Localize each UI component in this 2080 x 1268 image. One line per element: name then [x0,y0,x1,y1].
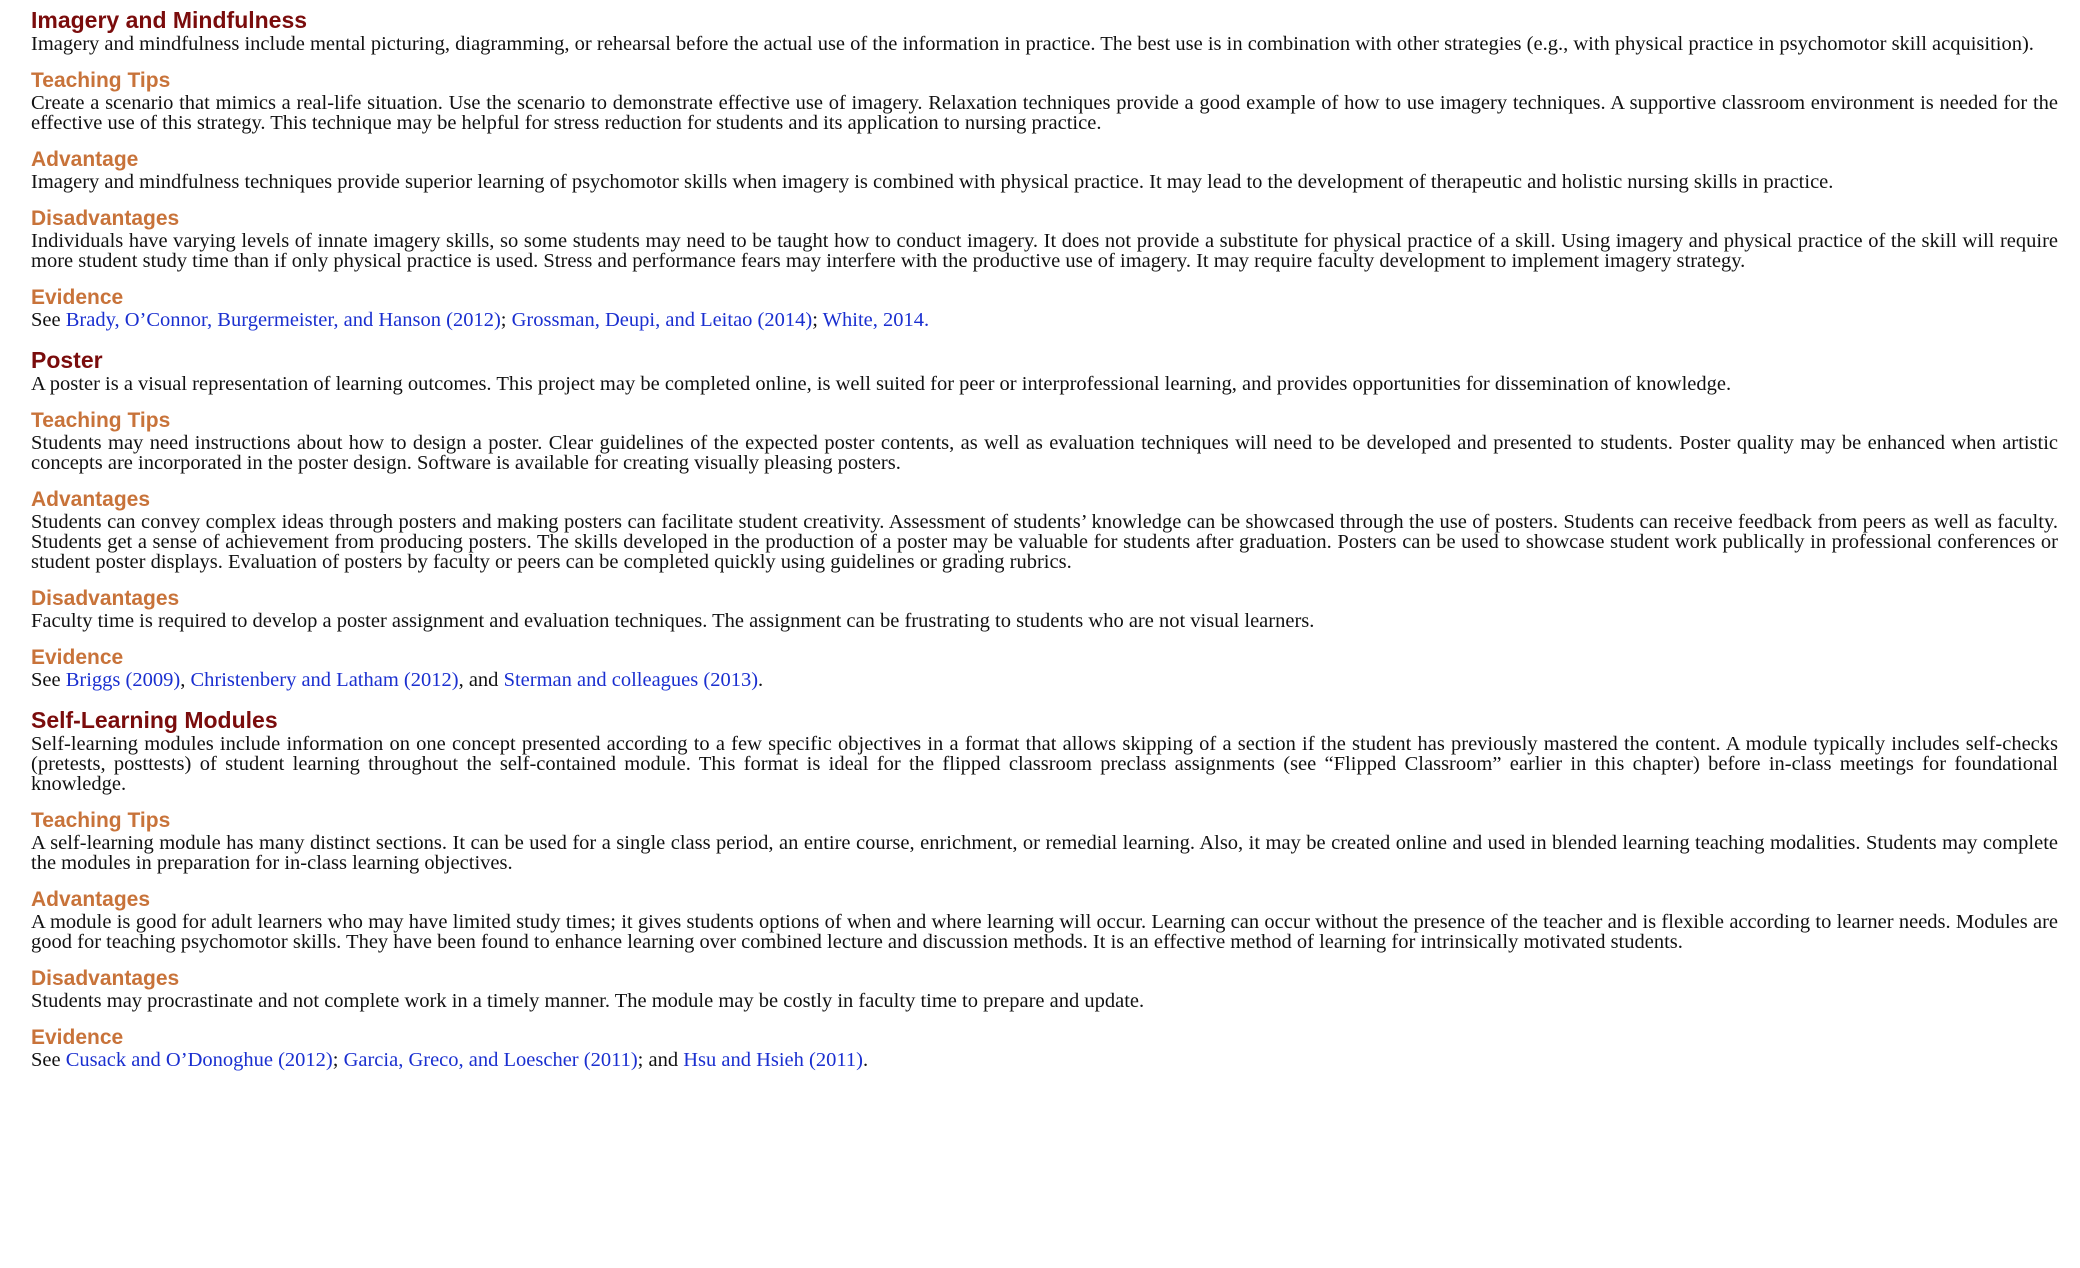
evidence-link[interactable]: Grossman, Deupi, and Leitao (2014) [511,309,813,331]
evidence-link[interactable]: Cusack and O’Donoghue (2012) [65,1049,333,1071]
advantages-text: Imagery and mindfulness techniques provide superior learning of psychomotor skills when imagery is combined with physical practice. It may lead to the development of therapeutic and holistic nursing skills in practice. [31,171,1834,193]
evidence-text [31,670,2058,690]
evidence-separator: ; and [637,1049,684,1071]
evidence-heading: Evidence [31,286,124,309]
section-intro: Imagery and mindfulness include mental picturing, diagramming, or rehearsal before the actual use of the information in practice. The best use is in combination with other strategies (e.g., with physical practice in psychomotor skill acquisition). [31,33,2034,55]
advantages-heading: Advantage [31,148,139,171]
evidence-separator: ; [500,309,512,331]
section-imagery-and-mindfulness [31,6,2058,330]
disadvantages-text: Individuals have varying levels of innate imagery skills, so some students may need to be taught how to conduct imagery. It does not provide a substitute for physical practice of a skill. Using imagery and physical practice of the skill will require more student study time than if only physical practice is used. Stress and performance fears may interfere with the productive use of imagery. It may require faculty development to implement imagery strategy. [31,230,2058,272]
evidence-prefix: See [31,1049,66,1071]
evidence-text [31,1050,2058,1070]
evidence-link[interactable]: Garcia, Greco, and Loescher (2011) [343,1049,638,1071]
evidence-prefix: See [31,309,66,331]
section-poster [31,346,2058,690]
evidence-separator: ; [332,1049,344,1071]
section-title: Self-Learning Modules [31,707,278,733]
teaching-tips-text: A self-learning module has many distinct sections. It can be used for a single class period, an entire course, enrichment, or remedial learning. Also, it may be created online and used in blended learning teaching modalities. Students may complete the modules in preparation for in-class learning objectives. [31,832,2058,874]
evidence-separator: , and [458,669,504,691]
teaching-tips-heading: Teaching Tips [31,809,171,832]
disadvantages-text: Faculty time is required to develop a poster assignment and evaluation techniques. The assignment can be frustrating to students who are not visual learners. [31,610,1315,632]
advantages-heading: Advantages [31,488,151,511]
section-title: Poster [31,347,103,373]
teaching-tips-text: Create a scenario that mimics a real-life situation. Use the scenario to demonstrate effective use of imagery. Relaxation techniques provide a good example of how to use imagery techniques. A supportive classroom environment is needed for the effective use of this strategy. This technique may be helpful for stress reduction for students and its application to nursing practice. [31,92,2058,134]
disadvantages-heading: Disadvantages [31,587,180,610]
teaching-tips-heading: Teaching Tips [31,69,171,92]
evidence-link[interactable]: Christenbery and Latham (2012) [190,669,459,691]
section-title: Imagery and Mindfulness [31,7,308,33]
evidence-separator: , [180,669,191,691]
teaching-tips-heading: Teaching Tips [31,409,171,432]
disadvantages-heading: Disadvantages [31,967,180,990]
evidence-link[interactable]: Sterman and colleagues (2013) [503,669,759,691]
document-page [31,6,2058,1070]
evidence-prefix: See [31,669,66,691]
advantages-text: Students can convey complex ideas through posters and making posters can facilitate student creativity. Assessment of students’ knowledge can be showcased through the use of posters. Students can receive feedback from peers as well as faculty. Students get a sense of achievement from producing posters. The skills developed in the production of a poster may be valuable for students after graduation. Posters can be used to showcase student work publically in professional conferences or student poster displays. Evaluation of posters by faculty or peers can be completed quickly using guidelines or grading rubrics. [31,511,2058,573]
disadvantages-text: Students may procrastinate and not complete work in a timely manner. The module may be costly in faculty time to prepare and update. [31,990,1145,1012]
section-intro: Self-learning modules include information on one concept presented according to a few specific objectives in a format that allows skipping of a section if the student has previously mastered the content. A module typically includes self-checks (pretests, posttests) of student learning throughout the self-contained module. This format is ideal for the flipped classroom preclass assignments (see “Flipped Classroom” earlier in this chapter) before in-class meetings for foundational knowledge. [31,733,2058,795]
evidence-heading: Evidence [31,646,124,669]
advantages-text: A module is good for adult learners who may have limited study times; it gives students options of when and where learning will occur. Learning can occur without the presence of the teacher and is flexible according to learner needs. Modules are good for teaching psychomotor skills. They have been found to enhance learning over combined lecture and discussion methods. It is an effective method of learning for intrinsically motivated students. [31,911,2058,953]
section-self-learning-modules [31,706,2058,1070]
section-intro: A poster is a visual representation of learning outcomes. This project may be completed online, is well suited for peer or interprofessional learning, and provides opportunities for dissemination of knowledge. [31,373,1732,395]
teaching-tips-text: Students may need instructions about how to design a poster. Clear guidelines of the expected poster contents, as well as evaluation techniques will need to be developed and presented to students. Poster quality may be enhanced when artistic concepts are incorporated in the poster design. Software is available for creating visually pleasing posters. [31,432,2058,474]
evidence-link[interactable]: Brady, O’Connor, Burgermeister, and Hanson (2012) [65,309,501,331]
advantages-heading: Advantages [31,888,151,911]
evidence-separator: ; [812,309,823,331]
disadvantages-heading: Disadvantages [31,207,180,230]
evidence-link[interactable]: Hsu and Hsieh (2011) [683,1049,863,1071]
evidence-link[interactable]: Briggs (2009) [65,669,181,691]
evidence-text [31,310,2058,330]
evidence-suffix: . [758,669,764,691]
evidence-suffix: . [862,1049,869,1071]
evidence-heading: Evidence [31,1026,124,1049]
evidence-link[interactable]: White, 2014. [822,309,930,331]
